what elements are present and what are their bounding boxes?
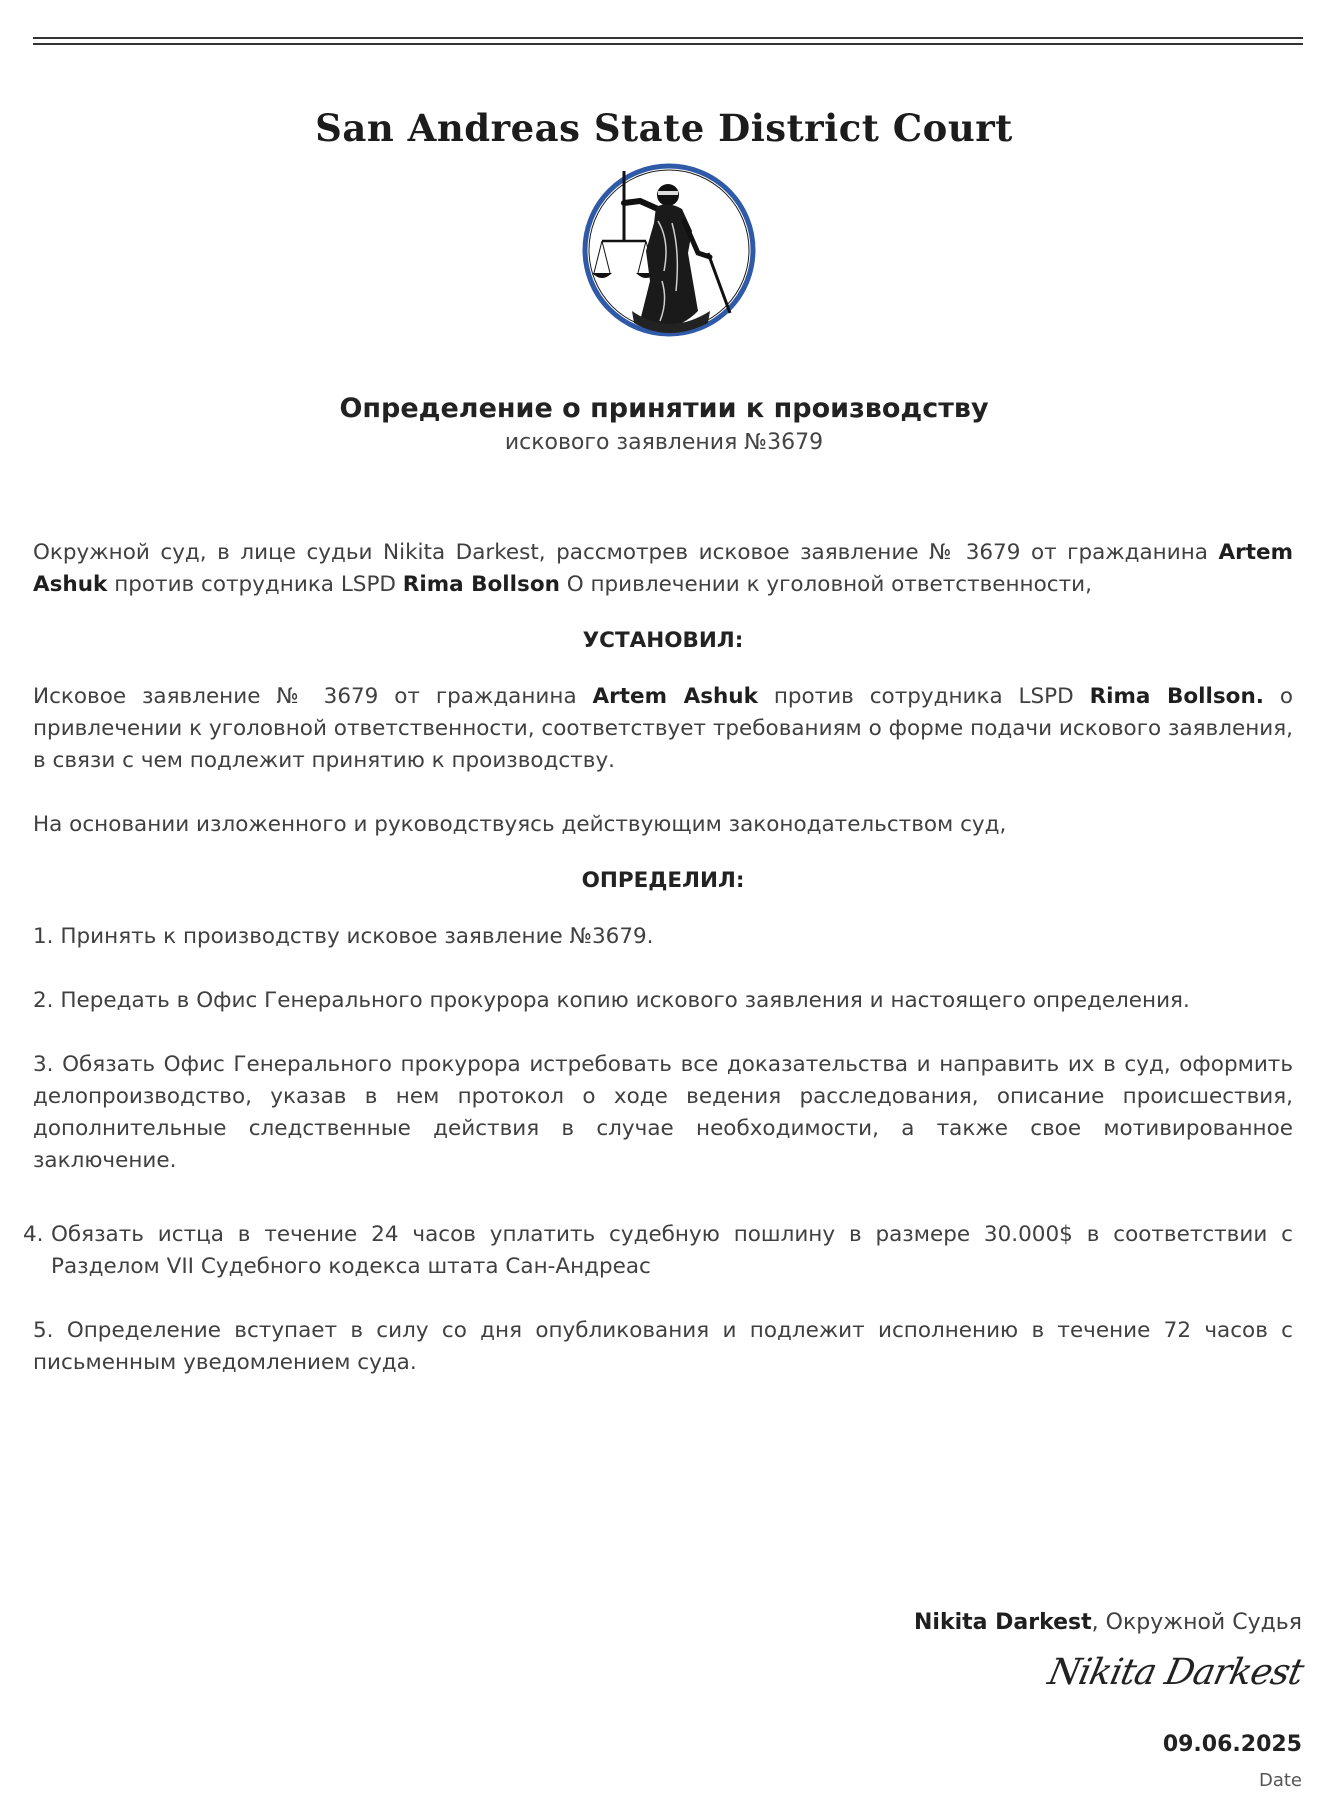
document-subtitle: искового заявления №3679 — [504, 430, 824, 455]
lady-justice-seal-icon — [580, 161, 758, 339]
plaintiff-name: Artem Ashuk — [592, 684, 758, 709]
list-item: 2. Передать в Офис Генерального прокурора копию искового заявления и настоящего определения. — [33, 988, 1190, 1013]
document-date: 09.06.2025 — [1162, 1732, 1302, 1757]
basis-paragraph: На основании изложенного и руководствуясь действующим законодательством суд, — [33, 812, 1007, 837]
determined-heading: ОПРЕДЕЛИЛ: — [581, 868, 745, 893]
list-item: 4. Обязать истца в течение 24 часов уплатить судебную пошлину в размере 30.000$ в соответствии с Разделом VII Судебного кодекса штата Сан-Андреас — [33, 1219, 1293, 1283]
plaintiff-name: Artem Ashuk — [33, 540, 1293, 597]
list-item: 1. Принять к производству исковое заявление №3679. — [33, 924, 654, 949]
judge-title: , Окружной Судья — [1091, 1610, 1302, 1635]
list-item-number: 4. — [23, 1222, 44, 1247]
defendant-name: Rima Bollson — [402, 572, 560, 597]
established-paragraph: Исковое заявление № 3679 от гражданина Artem Ashuk против сотрудника LSPD Rima Bollson. о привлечении к уголовной ответственности, соответствует требованиям о форме подачи искового заявления, в связи с чем подлежит принятию к производству. — [33, 684, 1293, 773]
handwritten-signature: Nikita Darkest — [1044, 1652, 1307, 1693]
intro-paragraph: Окружной суд, в лице судьи Nikita Darkest, рассмотрев исковое заявление № 3679 от гражданина Artem Ashuk против сотрудника LSPD Rima Bollson О привлечении к уголовной ответственности, — [33, 540, 1293, 597]
court-name: San Andreas State District Court — [315, 106, 1013, 150]
judge-signature-line — [914, 1610, 1302, 1635]
document-title: Определение о принятии к производству — [339, 393, 989, 424]
established-heading: УСТАНОВИЛ: — [582, 628, 744, 653]
defendant-name: Rima Bollson. — [1089, 684, 1264, 709]
top-rule — [33, 37, 1303, 39]
judge-name: Nikita Darkest — [913, 1610, 1092, 1635]
list-item: 5. Определение вступает в силу со дня опубликования и подлежит исполнению в течение 72 часов с письменным уведомлением суда. — [33, 1318, 1293, 1375]
top-rule-second — [33, 43, 1303, 45]
date-label: Date — [1258, 1770, 1302, 1791]
list-item: 3. Обязать Офис Генерального прокурора истребовать все доказательства и направить их в суд, оформить делопроизводство, указав в нем протокол о ходе ведения расследования, описание происшествия, дополнительные следственные действия в случае необходимости, а также свое мотивированное заключение. — [33, 1052, 1293, 1173]
document-body — [23, 537, 1293, 1379]
